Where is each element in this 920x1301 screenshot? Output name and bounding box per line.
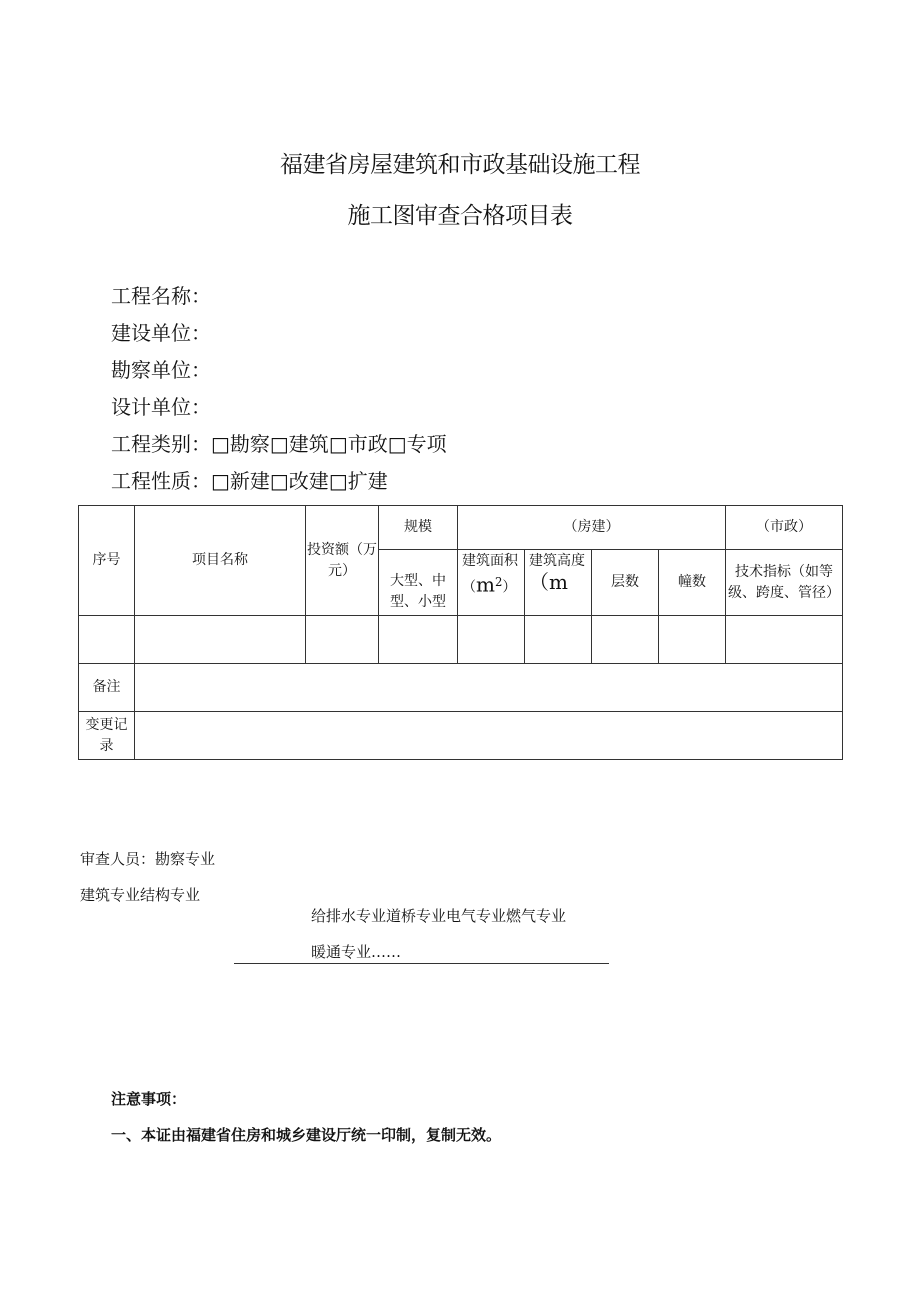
nature-expand-checkbox[interactable]: □扩建 xyxy=(328,469,388,493)
design-unit-label: 设计单位： xyxy=(111,395,211,419)
header-project-name: 项目名称 xyxy=(135,506,306,616)
header-seq: 序号 xyxy=(79,506,135,616)
change-record-label: 变更记录 xyxy=(79,712,135,760)
signature-line xyxy=(234,963,609,964)
notes-heading: 注意事项： xyxy=(111,1090,187,1108)
change-record-cell[interactable] xyxy=(135,712,843,760)
header-building-height xyxy=(525,550,592,616)
project-name-label: 工程名称： xyxy=(111,284,211,308)
remarks-cell[interactable] xyxy=(135,664,843,712)
data-cell[interactable] xyxy=(659,616,726,664)
nature-new-checkbox[interactable]: □新建 xyxy=(211,469,270,493)
data-cell[interactable] xyxy=(379,616,458,664)
data-cell[interactable] xyxy=(135,616,306,664)
reviewers-line-1: 审查人员：勘察专业 xyxy=(80,850,216,868)
data-cell[interactable] xyxy=(79,616,135,664)
data-cell[interactable] xyxy=(726,616,843,664)
header-building-height-text: 建筑高度 xyxy=(529,553,585,569)
project-category xyxy=(111,428,447,457)
construction-unit-label: 建设单位： xyxy=(111,321,211,345)
category-municipal-checkbox[interactable]: □市政 xyxy=(328,432,388,456)
data-cell[interactable] xyxy=(306,616,379,664)
notes-item-1: 一、本证由福建省住房和城乡建设厅统一印制，复制无效。 xyxy=(111,1126,502,1144)
header-building-height-unit: （m xyxy=(529,570,568,594)
table-row xyxy=(79,616,843,664)
header-building-area-unit: m xyxy=(476,572,495,597)
header-building-area-sup: 2 xyxy=(494,575,503,589)
header-scale: 规模 xyxy=(379,506,458,550)
category-special-checkbox[interactable]: □专项 xyxy=(387,432,447,456)
project-nature xyxy=(111,465,388,494)
project-nature-label: 工程性质： xyxy=(111,469,211,493)
header-floors: 层数 xyxy=(592,550,659,616)
category-survey-checkbox[interactable]: □勘察 xyxy=(211,432,270,456)
project-table xyxy=(78,505,843,760)
nature-rebuild-checkbox[interactable]: □改建 xyxy=(269,469,329,493)
data-cell[interactable] xyxy=(458,616,525,664)
reviewers-line-2: 建筑专业结构专业 xyxy=(80,886,201,904)
remarks-label: 备注 xyxy=(79,664,135,712)
header-buildings: 幢数 xyxy=(659,550,726,616)
reviewers-line-4: 暖通专业…… xyxy=(311,943,402,961)
survey-unit-label: 勘察单位： xyxy=(111,358,211,382)
header-building-area-text: 建筑面积（ xyxy=(462,553,518,596)
header-building-group: （房建） xyxy=(458,506,726,550)
header-tech-index: 技术指标（如等级、跨度、管径） xyxy=(726,550,843,616)
header-building-area xyxy=(458,550,525,616)
document-title: 福建省房屋建筑和市政基础设施工程 xyxy=(280,152,640,178)
data-cell[interactable] xyxy=(525,616,592,664)
header-municipal-group: （市政） xyxy=(726,506,843,550)
data-cell[interactable] xyxy=(592,616,659,664)
reviewers-line-3: 给排水专业道桥专业电气专业燃气专业 xyxy=(311,907,567,925)
category-building-checkbox[interactable]: □建筑 xyxy=(269,432,329,456)
project-category-label: 工程类别： xyxy=(111,432,211,456)
document-subtitle: 施工图审查合格项目表 xyxy=(347,203,573,229)
header-building-area-tail: ） xyxy=(502,579,517,596)
header-investment: 投资额（万元） xyxy=(306,506,379,616)
header-scale-sub: 大型、中型、小型 xyxy=(379,550,458,616)
